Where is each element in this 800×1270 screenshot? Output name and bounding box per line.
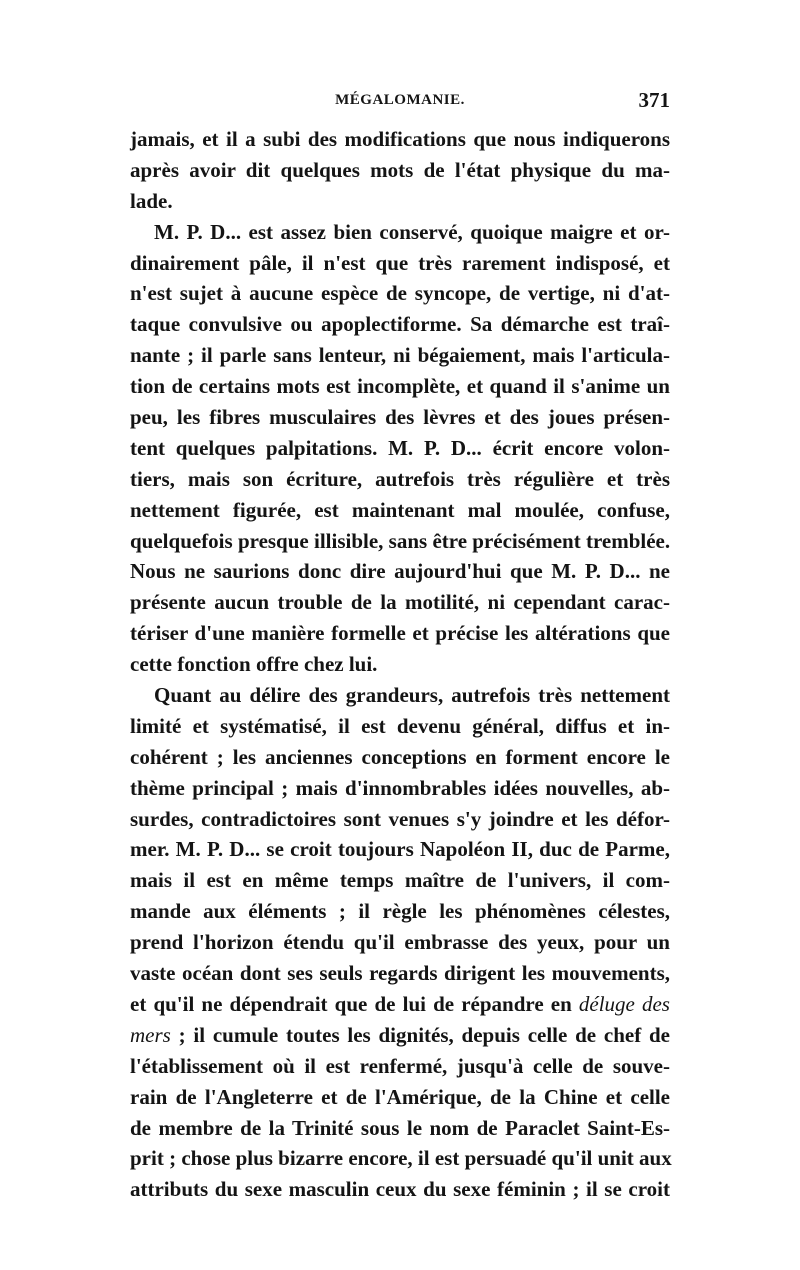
text-line: taque convulsive ou apoplectiforme. Sa démarche est traî-: [130, 312, 670, 337]
text-line: lade.: [130, 188, 173, 213]
paragraph-start-line: Quant au délire des grandeurs, autrefois très nettement: [154, 683, 670, 708]
running-head: [130, 88, 670, 114]
text-line: tent quelques palpitations. M. P. D... écrit encore volon-: [130, 435, 670, 460]
text-line: limité et systématisé, il est devenu général, diffus et in-: [130, 713, 670, 738]
text-line: cette fonction offre chez lui.: [130, 652, 378, 677]
text-line: nante ; il parle sans lenteur, ni bégaiement, mais l'articula-: [130, 343, 670, 368]
text-line: nettement figurée, est maintenant mal moulée, confuse,: [130, 497, 670, 522]
text-line: peu, les fibres musculaires des lèvres et des joues présen-: [130, 405, 670, 430]
body-text: [130, 124, 670, 1205]
line-segment: ; il cumule toutes les dignités, depuis celle de chef de: [178, 1022, 670, 1047]
text-line: jamais, et il a subi des modifications que nous indiquerons: [130, 127, 670, 151]
text-line: n'est sujet à aucune espèce de syncope, de vertige, ni d'at-: [130, 281, 670, 306]
text-line: mande aux éléments ; il règle les phénomènes célestes,: [130, 899, 670, 924]
text-line: rain de l'Angleterre et de l'Amérique, de la Chine et celle: [130, 1084, 670, 1109]
italic-phrase: mers: [130, 1022, 171, 1047]
page-number: 371: [638, 88, 670, 112]
text-line: présente aucun trouble de la motilité, ni cependant carac-: [130, 590, 670, 615]
line-segment: et qu'il ne dépendrait que de lui de répandre en: [130, 991, 572, 1016]
text-line-with-italic: [130, 989, 670, 1020]
text-line: tion de certains mots est incomplète, et quand il s'anime un: [130, 374, 670, 399]
running-title: MÉGALOMANIE.: [335, 92, 465, 108]
text-line: vaste océan dont ses seuls regards dirigent les mouvements,: [130, 961, 670, 986]
text-line: thème principal ; mais d'innombrables idées nouvelles, ab-: [130, 775, 670, 800]
text-line: après avoir dit quelques mots de l'état physique du ma-: [130, 157, 670, 182]
text-line: prend l'horizon étendu qu'il embrasse des yeux, pour un: [130, 930, 670, 955]
text-line: mais il est en même temps maître de l'univers, il com-: [130, 868, 670, 893]
text-line: cohérent ; les anciennes conceptions en forment encore le: [130, 744, 670, 769]
text-line: de membre de la Trinité sous le nom de Paraclet Saint-Es-: [130, 1115, 670, 1140]
paragraph-start-line: M. P. D... est assez bien conservé, quoique maigre et or-: [154, 219, 670, 244]
text-line: Nous ne saurions donc dire aujourd'hui que M. P. D... ne: [130, 559, 670, 584]
text-line: mer. M. P. D... se croit toujours Napoléon II, duc de Parme,: [130, 837, 670, 862]
text-line: tiers, mais son écriture, autrefois très régulière et très: [130, 466, 670, 491]
text-line: surdes, contradictoires sont venues s'y joindre et les défor-: [130, 806, 670, 831]
text-line: l'établissement où il est renfermé, jusqu'à celle de souve-: [130, 1053, 670, 1078]
text-line: attributs du sexe masculin ceux du sexe féminin ; il se croit: [130, 1177, 670, 1202]
text-line: tériser d'une manière formelle et précise les altérations que: [130, 621, 670, 646]
text-line-with-italic: [130, 1020, 670, 1051]
text-line: prit ; chose plus bizarre encore, il est persuadé qu'il unit aux: [130, 1146, 672, 1171]
text-line: dinairement pâle, il n'est que très rarement indisposé, et: [130, 250, 670, 275]
italic-phrase: déluge des: [578, 991, 670, 1016]
text-line: quelquefois presque illisible, sans être précisément tremblée.: [130, 528, 671, 553]
